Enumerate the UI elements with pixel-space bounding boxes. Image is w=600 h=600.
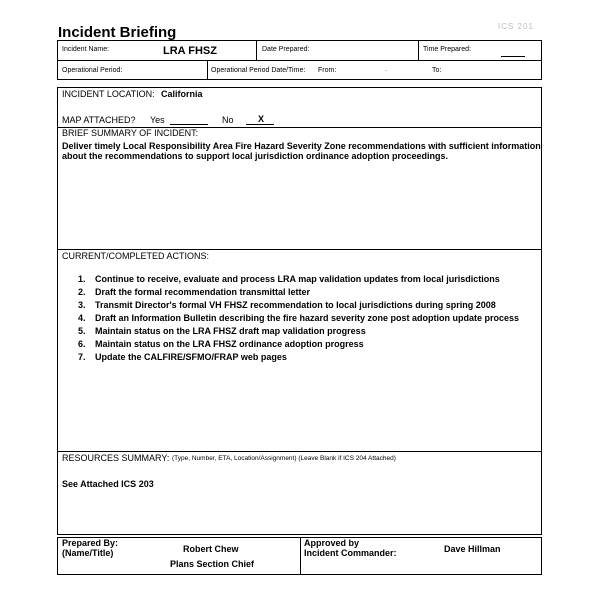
map-attached-label: MAP ATTACHED? — [62, 115, 136, 125]
resources-note: (Type, Number, ETA, Location/Assignment) (Leave Blank if ICS 204 Attached) — [172, 455, 396, 462]
section-divider — [57, 451, 542, 452]
incident-location-value: California — [161, 89, 203, 99]
form-id-faint: ICS 201 — [498, 22, 534, 31]
map-yes-blank — [170, 124, 208, 125]
list-item: 2. Draft the formal recommendation transmittal letter — [78, 287, 311, 297]
summary-label: BRIEF SUMMARY OF INCIDENT: — [62, 128, 199, 138]
incident-location-label: INCIDENT LOCATION: — [62, 89, 155, 99]
approved-by-label: Approved by — [304, 538, 360, 548]
resources-label: RESOURCES SUMMARY: — [62, 453, 170, 463]
summary-line-1: Deliver timely Local Responsibility Area Fire Hazard Severity Zone recommendations with sufficient information — [62, 141, 541, 151]
header-col-divider — [207, 60, 208, 80]
list-item: 7. Update the CALFIRE/SFMO/FRAP web pages — [78, 352, 287, 362]
actions-list — [78, 273, 519, 364]
resources-value: See Attached ICS 203 — [62, 479, 154, 489]
list-item: 5. Maintain status on the LRA FHSZ draft map validation progress — [78, 326, 366, 336]
header-divider — [57, 60, 542, 61]
time-prepared-label: Time Prepared: — [423, 46, 471, 53]
incident-name-value: LRA FHSZ — [163, 45, 217, 57]
map-yes-label: Yes — [150, 115, 165, 125]
list-item: 6. Maintain status on the LRA FHSZ ordinance adoption progress — [78, 339, 364, 349]
header-col-divider — [418, 40, 419, 60]
operational-period-label: Operational Period: — [62, 67, 123, 74]
prepared-by-name: Robert Chew — [183, 544, 239, 554]
form-title: Incident Briefing — [58, 24, 177, 41]
date-prepared-label: Date Prepared: — [262, 46, 310, 53]
incident-name-label: Incident Name: — [62, 46, 110, 53]
list-item: 3. Transmit Director's formal VH FHSZ recommendation to local jurisdictions during spring 2008 — [78, 300, 496, 310]
to-label: To: — [432, 67, 442, 74]
header-col-divider — [256, 40, 257, 60]
footer-col-divider — [300, 537, 301, 575]
prepared-by-title: Plans Section Chief — [170, 559, 255, 569]
prepared-by-label: Prepared By: — [62, 538, 119, 548]
time-prepared-blank — [501, 56, 525, 57]
section-divider — [57, 249, 542, 250]
list-item: 1. Continue to receive, evaluate and process LRA map validation updates from local jurisdictions — [78, 274, 500, 284]
from-label: From: — [318, 67, 337, 74]
actions-label: CURRENT/COMPLETED ACTIONS: — [62, 251, 210, 261]
from-separator: . — [385, 66, 387, 73]
summary-line-2: about the recommendations to support local jurisdiction ordinance adoption proceedings. — [62, 151, 449, 161]
map-no-mark: X — [258, 114, 265, 124]
map-no-label: No — [222, 115, 234, 125]
incident-commander-label: Incident Commander: — [304, 548, 397, 558]
approved-by-name: Dave Hillman — [444, 544, 501, 554]
list-item: 4. Draft an Information Bulletin describing the fire hazard severity zone post adoption update process — [78, 313, 520, 323]
prepared-by-title-label: (Name/Title) — [62, 548, 114, 558]
map-no-blank — [246, 124, 274, 125]
op-period-datetime-label: Operational Period Date/Time: — [211, 67, 306, 74]
